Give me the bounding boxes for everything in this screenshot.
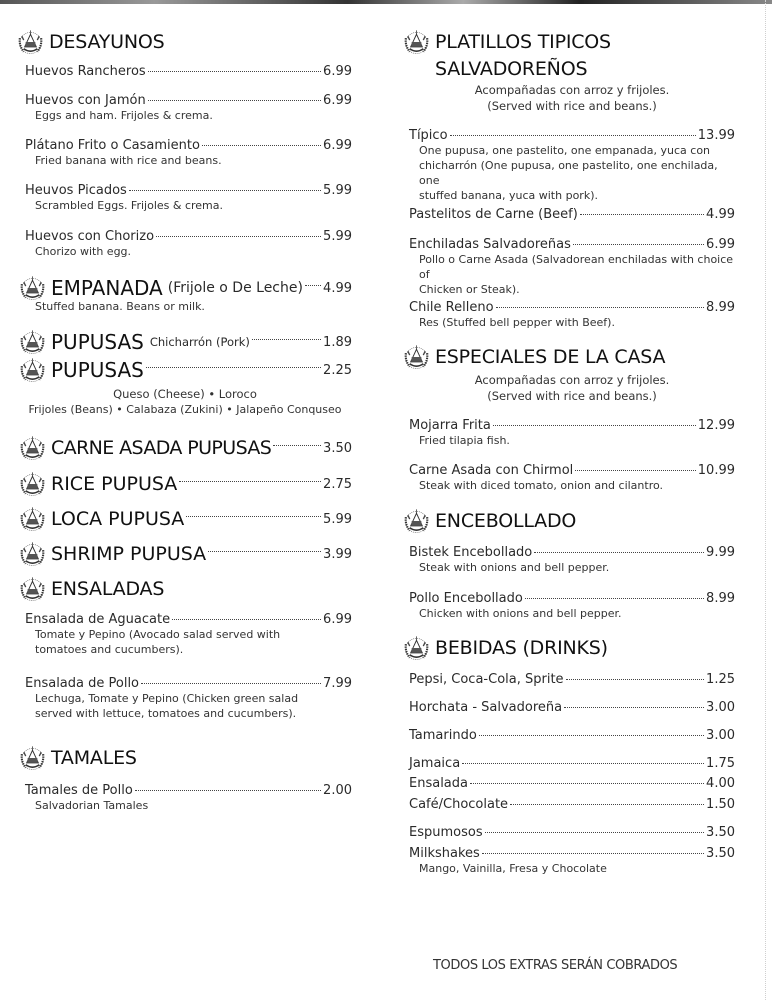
el-salvador-seal-icon	[402, 634, 431, 662]
item-price: 5.99	[323, 183, 352, 198]
dot-leader	[482, 852, 704, 854]
item-name: Huevos con Jamón	[25, 93, 146, 108]
el-salvador-seal-icon	[18, 505, 47, 533]
item-name: Ensalada	[409, 776, 468, 791]
menu-item	[25, 183, 352, 213]
menu-item	[409, 545, 735, 575]
item-price: 8.99	[706, 591, 735, 606]
section-heading	[16, 28, 352, 56]
item-name: Tamales de Pollo	[25, 783, 133, 798]
section-title: SHRIMP PUPUSA	[51, 543, 207, 565]
item-price: 6.99	[323, 93, 352, 108]
dot-leader	[208, 550, 321, 552]
item-price: 3.00	[706, 700, 735, 715]
footer-note: TODOS LOS EXTRAS SERÁN COBRADOS	[433, 958, 678, 973]
section-heading	[18, 575, 352, 603]
section-title: PUPUSAS	[51, 358, 144, 382]
scan-top-edge	[0, 0, 772, 4]
menu-item	[25, 64, 352, 79]
section-title: DESAYUNOS	[49, 31, 165, 53]
el-salvador-seal-icon	[18, 274, 47, 302]
item-price: 3.50	[706, 846, 735, 861]
section-carne-asada-pupusas	[18, 434, 352, 462]
menu-item	[409, 300, 735, 330]
dot-leader	[179, 480, 321, 482]
item-name: Huevos Rancheros	[25, 64, 146, 79]
section-ensaladas	[18, 575, 352, 603]
scan-right-edge	[765, 0, 772, 1000]
dot-leader	[575, 469, 696, 471]
item-price: 3.50	[706, 825, 735, 840]
section-heading	[402, 634, 742, 662]
section-shrimp-pupusa	[18, 540, 352, 568]
item-price: 5.99	[323, 229, 352, 244]
item-description: Chicken or Steak).	[419, 283, 520, 296]
item-name: Mojarra Frita	[409, 418, 491, 433]
el-salvador-seal-icon	[402, 343, 431, 371]
item-name: Pastelitos de Carne (Beef)	[409, 207, 578, 222]
section-pupusas	[18, 356, 352, 418]
item-price: 2.00	[323, 783, 352, 798]
item-description: Fried tilapia fish.	[419, 434, 510, 447]
section-title: CARNE ASADA PUPUSAS	[51, 437, 272, 459]
dot-leader	[148, 70, 321, 72]
item-price: 8.99	[706, 300, 735, 315]
item-name: Café/Chocolate	[409, 797, 509, 812]
item-price: 9.99	[706, 545, 735, 560]
dot-leader	[566, 678, 705, 680]
section-title: ENCEBOLLADO	[435, 510, 577, 532]
dot-leader	[273, 444, 321, 446]
menu-item	[409, 700, 735, 715]
dot-leader	[450, 134, 696, 136]
item-price: 10.99	[697, 463, 735, 478]
menu-item	[409, 756, 735, 771]
section-title: SALVADOREÑOS	[435, 58, 588, 80]
dot-leader	[141, 682, 321, 684]
item-price: 2.75	[323, 476, 352, 492]
menu-item	[409, 207, 735, 222]
dot-leader	[156, 235, 321, 237]
item-name: Plátano Frito o Casamiento	[25, 138, 200, 153]
el-salvador-seal-icon	[18, 328, 47, 356]
section-empanada	[18, 274, 352, 314]
section-title: ENSALADAS	[51, 578, 165, 600]
el-salvador-seal-icon	[18, 356, 47, 384]
item-description: Steak with onions and bell pepper.	[419, 561, 610, 574]
item-price: 1.89	[323, 334, 352, 350]
item-name: Bistek Encebollado	[409, 545, 533, 560]
section-note: (Served with rice and beans.)	[487, 99, 657, 113]
dot-leader	[534, 551, 704, 553]
item-name: Ensalada de Pollo	[25, 676, 140, 691]
section-heading	[18, 744, 352, 772]
item-description: Res (Stuffed bell pepper with Beef).	[419, 316, 615, 329]
item-name: Huevos con Chorizo	[25, 229, 155, 244]
dot-leader	[202, 144, 321, 146]
section-pupusas-pork	[18, 328, 352, 356]
section-title: RICE PUPUSA	[51, 473, 178, 495]
section-subtitle: Chicharrón (Pork)	[149, 335, 250, 349]
item-price: 6.99	[706, 237, 735, 252]
menu-item	[409, 237, 735, 297]
item-price: 3.00	[706, 728, 735, 743]
menu-item	[409, 418, 735, 448]
item-price: 4.99	[706, 207, 735, 222]
section-title: ESPECIALES DE LA CASA	[435, 346, 666, 368]
item-description: served with lettuce, tomatoes and cucumbers).	[35, 707, 297, 720]
section-title: PLATILLOS TIPICOS	[435, 31, 611, 53]
item-description: Tomate y Pepino (Avocado salad served with	[35, 628, 281, 641]
menu-item	[409, 672, 735, 687]
item-description: tomatoes and cucumbers).	[35, 643, 184, 656]
item-name: Jamaica	[409, 756, 461, 771]
menu-item	[409, 846, 735, 876]
el-salvador-seal-icon	[16, 28, 45, 56]
dot-leader	[525, 597, 704, 599]
item-name: Heuvos Picados	[25, 183, 127, 198]
item-description: Pollo o Carne Asada (Salvadorean enchiladas with choice of	[419, 253, 734, 281]
dot-leader	[479, 734, 704, 736]
dot-leader	[252, 338, 321, 340]
item-description: Chicken with onions and bell pepper.	[419, 607, 622, 620]
item-description: Stuffed banana. Beans or milk.	[35, 300, 205, 313]
el-salvador-seal-icon	[18, 434, 47, 462]
dot-leader	[485, 831, 704, 833]
item-price: 1.25	[706, 672, 735, 687]
dot-leader	[470, 782, 704, 784]
item-name: Chile Relleno	[409, 300, 494, 315]
menu-item	[25, 612, 352, 657]
menu-item	[25, 783, 352, 813]
section-bebidas	[402, 634, 742, 662]
item-description: stuffed banana, yuca with pork).	[419, 189, 598, 202]
item-price: 6.99	[323, 64, 352, 79]
menu-item	[25, 229, 352, 259]
section-heading-line2	[402, 58, 742, 80]
section-title: LOCA PUPUSA	[51, 508, 185, 530]
item-price: 2.25	[323, 362, 352, 378]
dot-leader	[146, 366, 321, 368]
menu-item	[409, 825, 735, 840]
item-name: Horchata - Salvadoreña	[409, 700, 563, 715]
dot-leader	[510, 803, 704, 805]
item-price: 1.50	[706, 797, 735, 812]
item-name: Típico	[409, 128, 448, 143]
item-price: 4.99	[323, 280, 352, 296]
pupusas-fillings-line: Frijoles (Beans) • Calabaza (Zukini) • Jalapeño Conquseo	[28, 403, 342, 416]
dot-leader	[148, 99, 321, 101]
dot-leader	[186, 515, 321, 517]
section-platillos-tipicos	[402, 28, 742, 114]
section-heading	[402, 343, 742, 371]
menu-item	[409, 728, 735, 743]
item-name: Espumosos	[409, 825, 483, 840]
item-description: Steak with diced tomato, onion and cilantro.	[419, 479, 664, 492]
el-salvador-seal-icon	[402, 507, 431, 535]
dot-leader	[493, 424, 696, 426]
dot-leader	[305, 284, 321, 286]
section-encebollado	[402, 507, 742, 535]
item-price: 6.99	[323, 612, 352, 627]
item-description: Mango, Vainilla, Fresa y Chocolate	[419, 862, 607, 875]
dot-leader	[496, 306, 705, 308]
el-salvador-seal-icon	[18, 470, 47, 498]
menu-item	[25, 676, 352, 721]
dot-leader	[135, 789, 321, 791]
section-loca-pupusa	[18, 505, 352, 533]
item-price: 13.99	[697, 128, 735, 143]
dot-leader	[573, 243, 704, 245]
el-salvador-seal-icon	[18, 744, 47, 772]
menu-item	[409, 797, 735, 812]
section-especiales	[402, 343, 742, 404]
item-description: One pupusa, one pastelito, one empanada, yuca con	[419, 144, 711, 157]
menu-item	[409, 128, 735, 203]
section-note: (Served with rice and beans.)	[487, 389, 657, 403]
section-title: EMPANADA	[51, 276, 163, 300]
pupusas-fillings-line: Queso (Cheese) • Loroco	[113, 387, 257, 401]
section-heading	[402, 507, 742, 535]
section-title: PUPUSAS	[51, 330, 144, 354]
section-rice-pupusa	[18, 470, 352, 498]
section-tamales	[18, 744, 352, 772]
dot-leader	[580, 213, 704, 215]
section-heading	[402, 28, 742, 56]
dot-leader	[462, 762, 704, 764]
item-price: 7.99	[323, 676, 352, 691]
menu-item	[409, 463, 735, 493]
dot-leader	[564, 706, 704, 708]
item-name: Ensalada de Aguacate	[25, 612, 171, 627]
section-desayunos	[16, 28, 352, 56]
item-name: Pollo Encebollado	[409, 591, 523, 606]
section-title: TAMALES	[51, 747, 137, 769]
section-note: Acompañadas con arroz y frijoles.	[474, 373, 670, 387]
item-name: Pepsi, Coca-Cola, Sprite	[409, 672, 564, 687]
menu-item	[25, 93, 352, 123]
item-description: Eggs and ham. Frijoles & crema.	[35, 109, 213, 122]
section-subtitle: (Frijole o De Leche)	[167, 280, 303, 296]
item-price: 3.50	[323, 440, 352, 456]
item-description: Salvadorian Tamales	[35, 799, 149, 812]
dot-leader	[129, 189, 321, 191]
item-price: 4.00	[706, 776, 735, 791]
item-price: 1.75	[706, 756, 735, 771]
menu-item	[25, 138, 352, 168]
item-description: chicharrón (One pupusa, one pastelito, one enchilada, one	[419, 159, 718, 187]
item-name: Milkshakes	[409, 846, 480, 861]
item-name: Enchiladas Salvadoreñas	[409, 237, 571, 252]
item-description: Lechuga, Tomate y Pepino (Chicken green salad	[35, 692, 299, 705]
el-salvador-seal-icon	[18, 540, 47, 568]
item-price: 3.99	[323, 546, 352, 562]
item-price: 5.99	[323, 511, 352, 527]
item-price: 6.99	[323, 138, 352, 153]
dot-leader	[172, 618, 321, 620]
section-note: Acompañadas con arroz y frijoles.	[474, 83, 670, 97]
item-name: Carne Asada con Chirmol	[409, 463, 574, 478]
menu-item	[409, 591, 735, 621]
item-description: Fried banana with rice and beans.	[35, 154, 222, 167]
menu-item	[409, 776, 735, 791]
el-salvador-seal-icon	[402, 28, 431, 56]
section-title: BEBIDAS (DRINKS)	[435, 637, 608, 659]
item-description: Scrambled Eggs. Frijoles & crema.	[35, 199, 223, 212]
item-price: 12.99	[697, 418, 735, 433]
item-name: Tamarindo	[409, 728, 477, 743]
el-salvador-seal-icon	[18, 575, 47, 603]
item-description: Chorizo with egg.	[35, 245, 132, 258]
